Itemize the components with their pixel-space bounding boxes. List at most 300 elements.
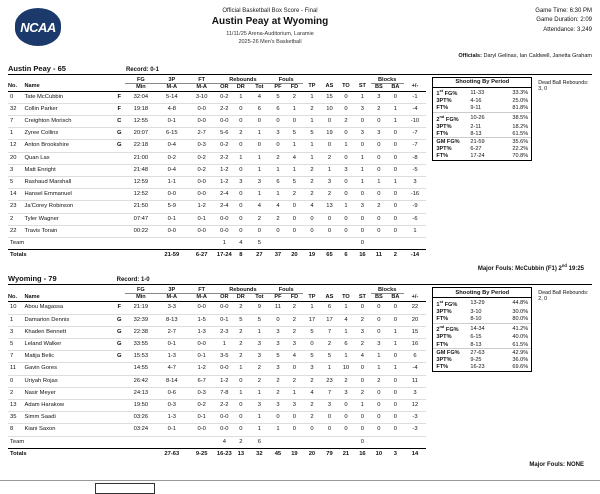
shooting-ft-pct: 69.6%: [512, 364, 529, 371]
cell-3p: 1-2: [187, 363, 216, 375]
table-row[interactable]: [8, 103, 426, 115]
cell-or: 0: [233, 375, 249, 387]
table-row[interactable]: [8, 399, 426, 411]
group-rebounds: Rebounds: [216, 287, 270, 294]
cell-st: 2: [371, 201, 387, 213]
cell-pos: C: [113, 115, 125, 127]
game-time-value: 6:30 PM: [569, 8, 592, 14]
totals-row: [8, 250, 426, 262]
cell-dr: 2: [249, 213, 270, 225]
cell-3p: 0-0: [187, 302, 216, 314]
cell-dr: 1: [249, 164, 270, 176]
shooting-ft-row: [433, 316, 531, 324]
cell-no: 5: [8, 176, 24, 188]
group-blocks: Blocks: [371, 77, 404, 84]
col-as: AS: [321, 83, 337, 91]
cell-ft: 7-8: [216, 387, 232, 399]
col-no: No.: [8, 83, 24, 91]
col-min: Min: [125, 83, 156, 91]
cell-no: 2: [8, 213, 24, 225]
team-b-header: [8, 274, 592, 285]
cell-no: 1: [8, 314, 24, 326]
cell-3p: 0-0: [187, 338, 216, 350]
team-a-major-fouls: [8, 261, 592, 272]
shooting-ft-pct: 61.5%: [512, 130, 529, 137]
cell-as: 2: [338, 375, 354, 387]
cell-min: 33:55: [125, 338, 156, 350]
cell-totals-label: Totals: [8, 250, 24, 262]
cell-totals-to: 16: [354, 250, 370, 262]
cell-dr: 2: [249, 363, 270, 375]
cell-team-tot: 6: [249, 436, 270, 448]
cell-3p: 0-1: [187, 412, 216, 424]
cell-min: 15:53: [125, 351, 156, 363]
cell-totals-as: 21: [338, 448, 354, 460]
cell-totals-ft: 17-24: [216, 250, 232, 262]
cell-tp: 10: [321, 103, 337, 115]
col-pf: PF: [270, 294, 286, 302]
cell-ft: 0-0: [216, 213, 232, 225]
cell-totals-fd: 19: [303, 250, 322, 262]
cell-totals-fd: 20: [303, 448, 322, 460]
cell-tp: 0: [321, 140, 337, 152]
cell-pos: F: [113, 302, 125, 314]
cell-fd: 5: [303, 326, 322, 338]
shooting-3pt-row: [433, 98, 531, 105]
cell-fg: 2-7: [156, 326, 187, 338]
cell-ft: 0-1: [216, 314, 232, 326]
cell-tot: 3: [270, 326, 286, 338]
cell-or: 0: [233, 225, 249, 237]
shooting-3pt-pct: 22.2%: [512, 146, 529, 153]
cell-fg: 5-9: [156, 201, 187, 213]
cell-ft: 0-0: [216, 363, 232, 375]
cell-to: 0: [354, 140, 370, 152]
cell-3p: 0-0: [187, 189, 216, 201]
team-a-record-value: 0-1: [150, 66, 159, 73]
col-tp: TP: [303, 83, 322, 91]
cell-to: 2: [354, 387, 370, 399]
cell-ft: 2-3: [216, 326, 232, 338]
table-row[interactable]: [8, 412, 426, 424]
group-ft: FT: [187, 77, 216, 84]
cell-st: 3: [371, 91, 387, 103]
cell-name: Hansel Emmanuel: [24, 189, 113, 201]
col-no: No.: [8, 294, 24, 302]
cell-totals-or: 13: [233, 448, 249, 460]
cell-fg: 6-15: [156, 128, 187, 140]
table-row[interactable]: [8, 302, 426, 314]
cell-min: 21:19: [125, 302, 156, 314]
table-row[interactable]: [8, 140, 426, 152]
table-row[interactable]: [8, 387, 426, 399]
footer-bar: [0, 480, 600, 494]
shooting-3pt-value: 6-15: [470, 334, 482, 341]
shooting-ft-row: [433, 105, 531, 113]
cell-min: 19:50: [125, 399, 156, 411]
cell-tot: 3: [270, 338, 286, 350]
shooting-ft-value: 17-24: [470, 153, 485, 160]
shooting-fg-row: [433, 349, 531, 357]
cell-tot: 6: [270, 176, 286, 188]
shooting-3pt-pct: 25.0%: [512, 98, 529, 105]
cell-to: 1: [354, 91, 370, 103]
cell-as: 1: [338, 140, 354, 152]
cell-as: 2: [338, 115, 354, 127]
cell-fg: 0-0: [156, 189, 187, 201]
cell-st: 3: [371, 338, 387, 350]
cell-tp: 2: [321, 338, 337, 350]
team-b-record: [117, 277, 150, 283]
shooting-3pt-row: [433, 123, 531, 130]
col-to: TO: [338, 294, 354, 302]
cell-pos: [113, 363, 125, 375]
cell-no: 22: [8, 225, 24, 237]
cell-totals-tot: 37: [270, 250, 286, 262]
officials-line: [0, 49, 600, 59]
cell-or: 0: [233, 201, 249, 213]
shooting-ft-pct: 61.5%: [512, 341, 529, 348]
shooting-fg-value: 11-33: [470, 89, 485, 96]
table-row[interactable]: [8, 115, 426, 127]
cell-tot: 0: [270, 115, 286, 127]
cell-pf: 1: [286, 140, 303, 152]
col-tot: Tot: [249, 294, 270, 302]
cell-pf: 1: [286, 164, 303, 176]
cell-bs: 1: [387, 176, 403, 188]
table-row[interactable]: [8, 189, 426, 201]
team-b-shooting-table: [433, 298, 531, 370]
cell-min: 21:00: [125, 152, 156, 164]
cell-bs: 0: [387, 128, 403, 140]
col-name: Name: [24, 294, 113, 302]
cell-bs: 0: [387, 314, 403, 326]
cell-tot: 6: [270, 103, 286, 115]
cell-as: 1: [338, 351, 354, 363]
cell-to: 0: [354, 213, 370, 225]
cell-totals-bs: 3: [387, 448, 403, 460]
cell-tp: 7: [321, 387, 337, 399]
cell-team-to: 0: [354, 237, 370, 249]
cell-fd: 4: [303, 201, 322, 213]
cell-pm: 20: [404, 314, 427, 326]
cell-pm: -7: [404, 128, 427, 140]
cell-fg: 0-1: [156, 115, 187, 127]
table-row[interactable]: [8, 363, 426, 375]
cell-tp: 2: [321, 189, 337, 201]
col-ba: BA: [387, 83, 403, 91]
cell-dr: 0: [249, 140, 270, 152]
shooting-3pt-label: 3PT%: [436, 308, 452, 315]
cell-tot: 2: [270, 387, 286, 399]
cell-ft: 0-0: [216, 412, 232, 424]
cell-as: 1: [338, 201, 354, 213]
shooting-period-label: 1st FG%: [436, 298, 458, 308]
shooting-fg-pct: 44.8%: [512, 300, 529, 307]
cell-min: 14:55: [125, 363, 156, 375]
col-fd: FD: [286, 83, 303, 91]
shooting-fg-value: 27-63: [467, 349, 507, 357]
cell-3p: 0-1: [187, 213, 216, 225]
shooting-ft-label: FT%: [436, 316, 449, 323]
cell-pm: 12: [404, 399, 427, 411]
cell-team-label: Team: [8, 237, 24, 249]
cell-no: 20: [8, 152, 24, 164]
cell-to: 0: [354, 375, 370, 387]
cell-st: 3: [371, 128, 387, 140]
cell-totals-st: 10: [371, 448, 387, 460]
cell-st: 0: [371, 387, 387, 399]
cell-no: 32: [8, 103, 24, 115]
table-row[interactable]: [8, 164, 426, 176]
cell-ft: 0-2: [216, 91, 232, 103]
cell-st: 0: [371, 164, 387, 176]
shooting-3pt-value: 2-11: [470, 123, 482, 130]
cell-ft: 0-0: [216, 225, 232, 237]
table-row[interactable]: [8, 338, 426, 350]
col-as: AS: [321, 294, 337, 302]
cell-totals-bs: 2: [387, 250, 403, 262]
cell-pf: 2: [286, 189, 303, 201]
table-row[interactable]: [8, 152, 426, 164]
shooting-3pt-label: 3PT%: [436, 356, 452, 363]
cell-pm: -3: [404, 424, 427, 436]
cell-min: 21:50: [125, 201, 156, 213]
col-dr: DR: [233, 83, 249, 91]
shooting-ft-row: [433, 341, 531, 349]
table-row[interactable]: [8, 326, 426, 338]
cell-to: 0: [354, 302, 370, 314]
page-header: [0, 0, 600, 49]
cell-tot: 1: [270, 424, 286, 436]
cell-or: 5: [233, 314, 249, 326]
cell-pos: G: [113, 338, 125, 350]
cell-pf: 2: [286, 314, 303, 326]
team-a-record-label: Record:: [125, 66, 149, 73]
cell-min: 26:42: [125, 375, 156, 387]
team-rebounds-row: [8, 436, 426, 448]
cell-totals-to: 16: [354, 448, 370, 460]
team-a-shooting-table: [433, 88, 531, 160]
cell-or: 0: [233, 164, 249, 176]
cell-fg: 3-3: [156, 302, 187, 314]
col-tp: TP: [303, 294, 322, 302]
cell-or: 1: [233, 91, 249, 103]
cell-pos: G: [113, 140, 125, 152]
cell-totals-pm: -14: [404, 250, 427, 262]
table-row[interactable]: [8, 201, 426, 213]
cell-fg: 8-14: [156, 375, 187, 387]
cell-tot: 2: [270, 213, 286, 225]
shooting-period-label: GM FG%: [433, 138, 467, 146]
team-a-rows: [8, 91, 426, 261]
cell-fd: 2: [303, 103, 322, 115]
cell-pos: [113, 424, 125, 436]
col-pos: [113, 83, 125, 91]
cell-pf: 0: [286, 115, 303, 127]
cell-tot: 1: [270, 189, 286, 201]
cell-min: 03:24: [125, 424, 156, 436]
cell-ft: 1-2: [216, 375, 232, 387]
table-row[interactable]: [8, 213, 426, 225]
cell-no: 7: [8, 351, 24, 363]
cell-pf: 0: [286, 213, 303, 225]
cell-min: 12:55: [125, 115, 156, 127]
cell-fd: 2: [303, 189, 322, 201]
cell-st: 0: [371, 189, 387, 201]
shooting-fg-value: 21-59: [467, 138, 507, 146]
group-fg: FG: [125, 287, 156, 294]
cell-to: 1: [354, 399, 370, 411]
shooting-ft-label: FT%: [436, 153, 449, 160]
shooting-ft-pct: 81.8%: [512, 105, 529, 112]
cell-pos: [113, 152, 125, 164]
cell-tot: 2: [270, 375, 286, 387]
cell-to: 1: [354, 164, 370, 176]
team-a-record: [126, 67, 159, 73]
table-row[interactable]: [8, 128, 426, 140]
cell-tot: 2: [270, 152, 286, 164]
cell-name: Kiani Saxon: [24, 424, 113, 436]
cell-to: 1: [354, 152, 370, 164]
cell-name: Tyler Wagner: [24, 213, 113, 225]
cell-or: 1: [233, 363, 249, 375]
cell-fd: 2: [303, 412, 322, 424]
game-time-label: Game Time:: [535, 8, 568, 14]
cell-no: 12: [8, 140, 24, 152]
cell-pf: 2: [286, 91, 303, 103]
cell-or: 0: [233, 115, 249, 127]
cell-pos: [113, 213, 125, 225]
cell-pm: -4: [404, 103, 427, 115]
table-row[interactable]: [8, 314, 426, 326]
cell-fg: 0-4: [156, 164, 187, 176]
table-row[interactable]: [8, 91, 426, 103]
cell-pos: G: [113, 351, 125, 363]
cell-dr: 2: [249, 375, 270, 387]
title-block: [68, 6, 472, 47]
col-ba: BA: [387, 294, 403, 302]
col-bs: BS: [371, 294, 387, 302]
table-row[interactable]: [8, 351, 426, 363]
cell-or: 3: [233, 176, 249, 188]
table-row[interactable]: [8, 176, 426, 188]
cell-3p: 0-0: [187, 424, 216, 436]
cell-or: 1: [233, 152, 249, 164]
shooting-ft-pct: 80.0%: [512, 316, 529, 323]
cell-tp: 3: [321, 176, 337, 188]
cell-min: 03:26: [125, 412, 156, 424]
cell-3p: 2-7: [187, 128, 216, 140]
cell-to: 0: [354, 115, 370, 127]
group-blocks: Blocks: [371, 287, 404, 294]
cell-totals-tp: 65: [321, 250, 337, 262]
cell-to: 3: [354, 201, 370, 213]
cell-name: Ja'Corey Robinson: [24, 201, 113, 213]
cell-ft: 2-2: [216, 399, 232, 411]
cell-ft: 2-4: [216, 189, 232, 201]
cell-fg: 0-4: [156, 140, 187, 152]
team-b-major-fouls: Major Fouls: NONE: [529, 461, 584, 468]
cell-min: 22:38: [125, 326, 156, 338]
cell-3p: 0-0: [187, 225, 216, 237]
cell-totals-3p: 6-27: [187, 250, 216, 262]
cell-totals-tp: 79: [321, 448, 337, 460]
cell-min: 12:52: [125, 189, 156, 201]
team-a-name: Austin Peay - 65: [8, 63, 66, 73]
cell-pos: [113, 225, 125, 237]
cell-fd: 2: [303, 176, 322, 188]
team-b-rows: [8, 302, 426, 460]
cell-tp: 0: [321, 213, 337, 225]
cell-pm: -5: [404, 164, 427, 176]
column-header-row: [8, 83, 426, 91]
team-a-content: [8, 77, 592, 262]
group-fouls: Fouls: [270, 287, 303, 294]
cell-3p: 0-0: [187, 176, 216, 188]
shooting-fg-pct: 42.9%: [507, 349, 531, 357]
cell-bs: 1: [387, 326, 403, 338]
cell-totals-tot: 45: [270, 448, 286, 460]
cell-min: 21:48: [125, 164, 156, 176]
cell-bs: 1: [387, 115, 403, 127]
cell-fd: 2: [303, 375, 322, 387]
cell-dr: 0: [249, 225, 270, 237]
cell-to: 4: [354, 351, 370, 363]
cell-min: 24:13: [125, 387, 156, 399]
table-row[interactable]: [8, 424, 426, 436]
team-b-record-label: Record:: [116, 277, 140, 284]
page-title: Austin Peay at Wyoming: [211, 16, 329, 27]
season-label: 2025-26 Men's Basketball: [238, 39, 302, 46]
cell-ft: 2-2: [216, 103, 232, 115]
cell-st: 0: [371, 399, 387, 411]
team-b-dead-ball-rebounds: Dead Ball Rebounds: 2, 0: [538, 290, 589, 303]
cell-tot: 1: [270, 164, 286, 176]
cell-3p: 1-5: [187, 314, 216, 326]
cell-fd: 1: [303, 302, 322, 314]
game-info: [472, 6, 592, 35]
table-row[interactable]: [8, 375, 426, 387]
cell-totals-st: 11: [371, 250, 387, 262]
col-st: ST: [354, 294, 370, 302]
cell-bs: 0: [387, 225, 403, 237]
cell-to: 3: [354, 128, 370, 140]
team-a-boxscore-table: [8, 77, 426, 262]
cell-tp: 0: [321, 412, 337, 424]
cell-dr: 1: [249, 152, 270, 164]
table-row[interactable]: [8, 225, 426, 237]
cell-as: 0: [338, 225, 354, 237]
cell-or: 0: [233, 412, 249, 424]
cell-dr: 4: [249, 201, 270, 213]
group-fg: FG: [125, 77, 156, 84]
shooting-ft-label: FT%: [436, 364, 449, 371]
cell-fd: 0: [303, 424, 322, 436]
cell-dr: 3: [249, 176, 270, 188]
shooting-3pt-row: [433, 308, 531, 315]
cell-fd: 0: [303, 338, 322, 350]
shooting-fg-row: [433, 138, 531, 146]
cell-no: 23: [8, 201, 24, 213]
cell-st: 0: [371, 326, 387, 338]
cell-to: 2: [354, 314, 370, 326]
cell-pos: F: [113, 103, 125, 115]
cell-pm: -8: [404, 152, 427, 164]
cell-as: 1: [338, 326, 354, 338]
cell-bs: 0: [387, 152, 403, 164]
cell-dr: 3: [249, 338, 270, 350]
